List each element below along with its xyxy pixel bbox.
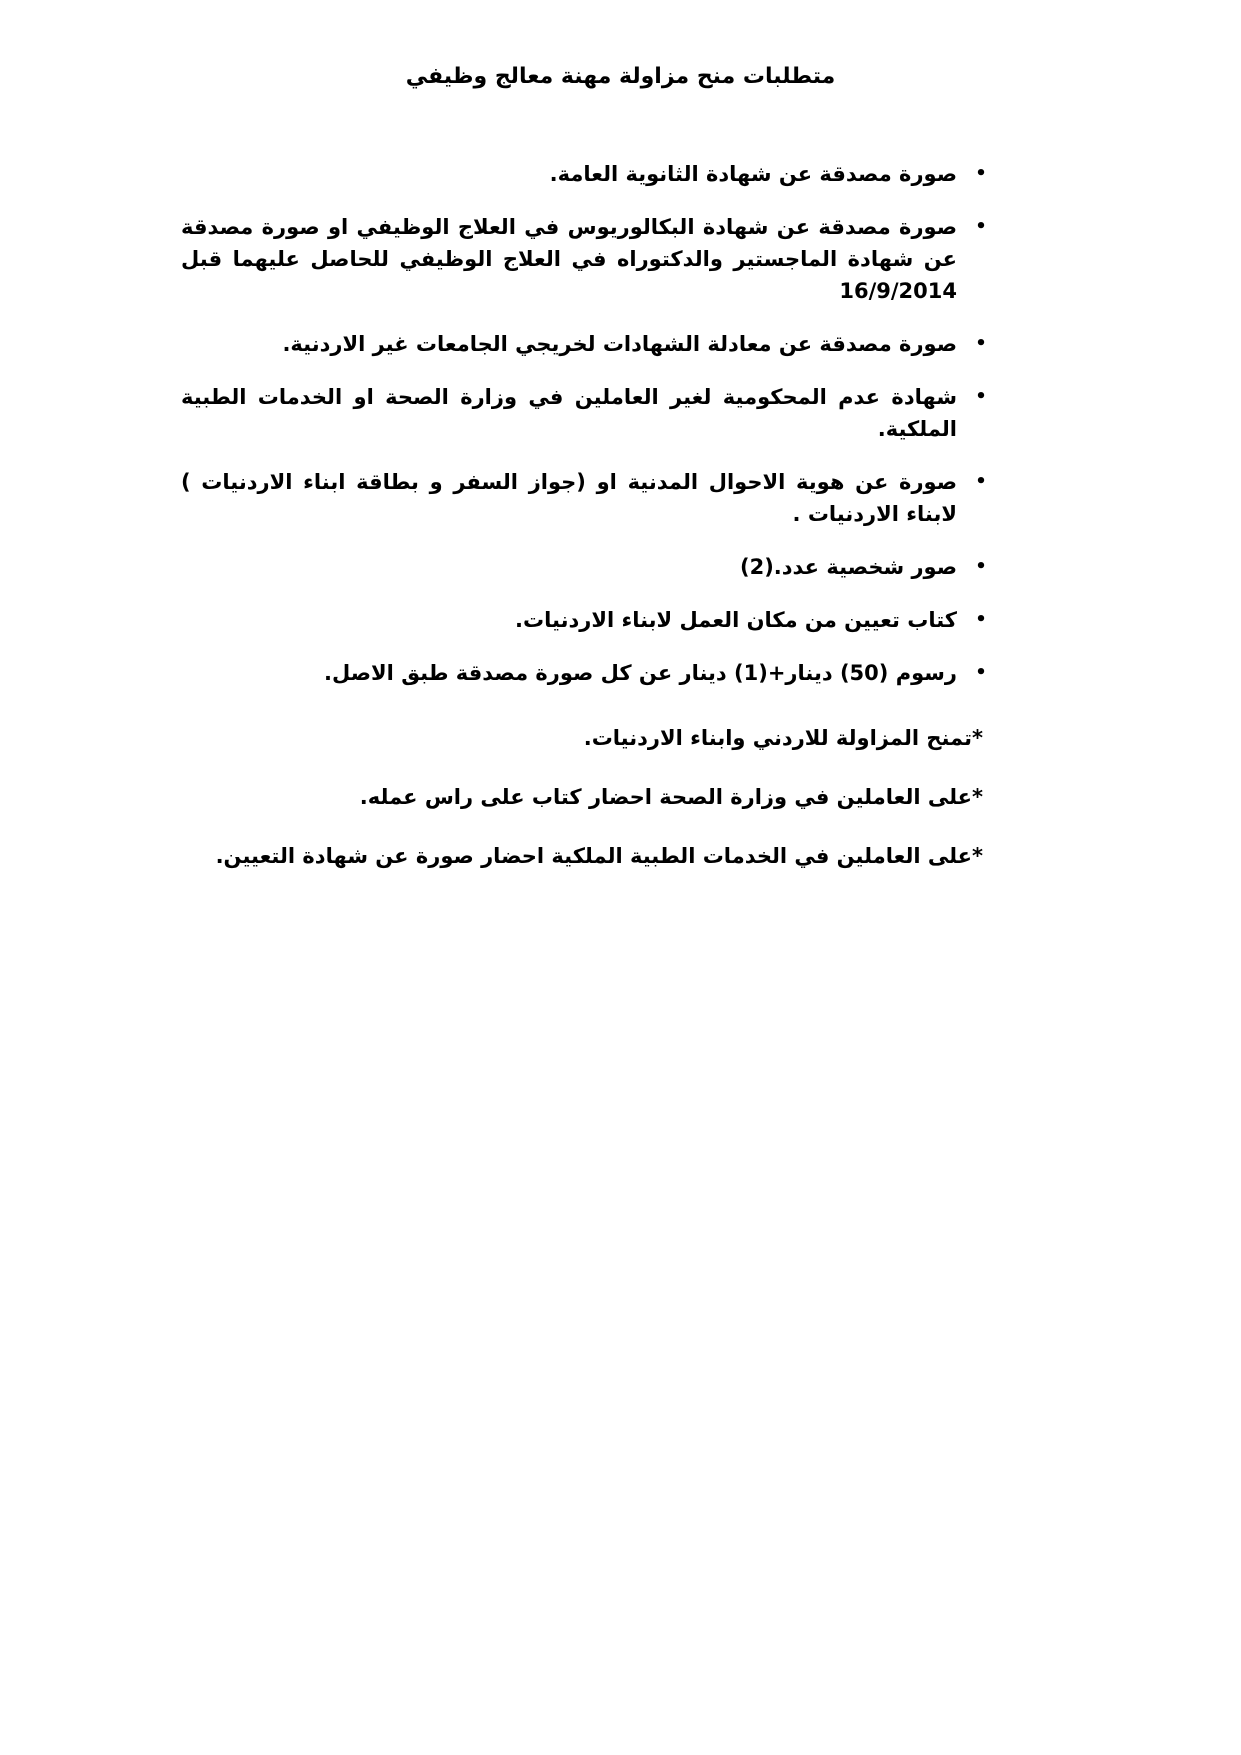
note-line: *على العاملين في وزارة الصحة احضار كتاب على راس عمله. xyxy=(359,785,983,809)
bullet-icon: • xyxy=(975,471,987,492)
requirement-text: صورة مصدقة عن شهادة الثانوية العامة. xyxy=(549,162,957,186)
notes-section xyxy=(183,722,983,899)
bullet-icon: • xyxy=(975,333,987,354)
requirement-text: كتاب تعيين من مكان العمل لابناء الاردنيات. xyxy=(515,608,957,632)
requirement-text: صورة مصدقة عن معادلة الشهادات لخريجي الجامعات غير الاردنية. xyxy=(282,332,957,356)
bullet-icon: • xyxy=(975,556,987,577)
bullet-icon: • xyxy=(975,216,987,237)
requirement-item xyxy=(181,328,991,360)
requirement-text: صورة مصدقة عن شهادة البكالوريوس في العلاج الوظيفي او صورة مصدقة عن شهادة الماجستير والدكتوراه في العلاج الوظيفي للحاصل عليهما قبل 16/9/2014 xyxy=(181,215,957,303)
requirement-item xyxy=(181,466,991,530)
bullet-icon: • xyxy=(975,662,987,683)
page-title: متطلبات منح مزاولة مهنة معالج وظيفي xyxy=(405,64,836,89)
requirements-list xyxy=(181,158,991,710)
requirement-item xyxy=(181,381,991,445)
bullet-icon: • xyxy=(975,163,987,184)
requirement-text: صور شخصية عدد.(2) xyxy=(739,555,957,579)
requirement-text: شهادة عدم المحكومية لغير العاملين في وزارة الصحة او الخدمات الطبية الملكية. xyxy=(181,385,957,441)
requirement-text: صورة عن هوية الاحوال المدنية او (جواز السفر و بطاقة ابناء الاردنيات ) لابناء الاردنيات . xyxy=(181,470,957,526)
requirement-item xyxy=(181,657,991,689)
requirement-item xyxy=(181,211,991,307)
requirement-item xyxy=(181,551,991,583)
requirement-item xyxy=(181,604,991,636)
note-line: *تمنح المزاولة للاردني وابناء الاردنيات. xyxy=(583,726,983,750)
note-line: *على العاملين في الخدمات الطبية الملكية احضار صورة عن شهادة التعيين. xyxy=(215,844,983,868)
requirement-item xyxy=(181,158,991,190)
bullet-icon: • xyxy=(975,609,987,630)
bullet-icon: • xyxy=(975,386,987,407)
requirement-text: رسوم (50) دينار+(1) دينار عن كل صورة مصدقة طبق الاصل. xyxy=(324,661,957,685)
